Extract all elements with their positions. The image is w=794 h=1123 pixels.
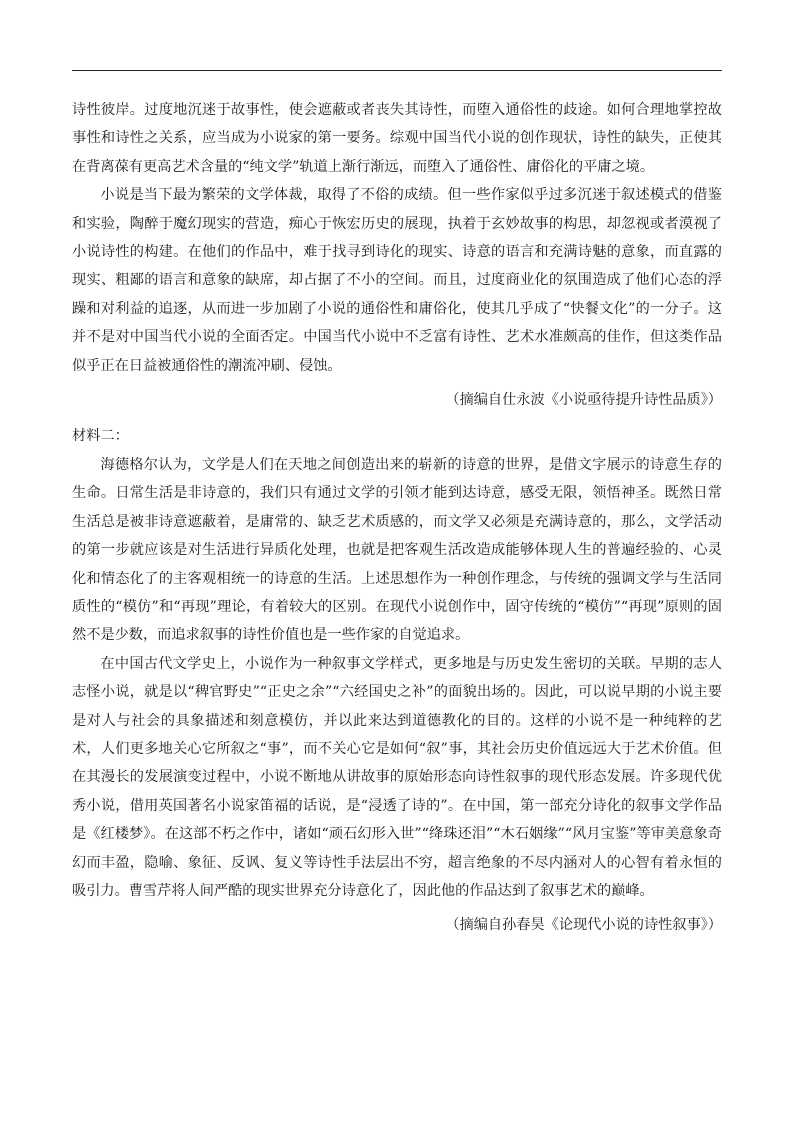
- paragraph-continued: 诗性彼岸。过度地沉迷于故事性，使会遮蔽或者丧失其诗性，而堕入通俗性的歧途。如何合理地掌控故事性和诗性之关系，应当成为小说家的第一要务。综观中国当代小说的创作现状，诗性的缺失，正使其在背离葆有更高艺术含量的“纯文学”轨道上渐行渐远，而堕入了通俗性、庸俗化的平庸之境。: [72, 102, 722, 175]
- source-citation: （摘编自仕永波《小说亟待提升诗性品质》）: [445, 392, 722, 409]
- paragraph: 小说是当下最为繁荣的文学体裁，取得了不俗的成绩。但一些作家似乎过多沉迷于叙述模式的借鉴和实验，陶醉于魔幻现实的营造，痴心于恢宏历史的展现，执着于玄妙故事的构思，却忽视或者漠视了小说诗性的构建。在他们的作品中，难于找寻到诗化的现实、诗意的语言和充满诗魅的意象，而直露的现实、粗鄙的语言和意象的缺席，却占据了不小的空间。而且，过度商业化的氛围造成了他们心态的浮躁和对利益的追逐，从而进一步加剧了小说的通俗性和庸俗化，使其几乎成了“快餐文化”的一分子。这并不是对中国当代小说的全面否定。中国当代小说中不乏富有诗性、艺术水准颇高的佳作，但这类作品似乎正在日益被通俗性的潮流冲刷、侵蚀。: [72, 187, 722, 374]
- paragraph: 在中国古代文学史上，小说作为一种叙事文学样式，更多地是与历史发生密切的关联。早期的志人志怪小说，就是以“稗官野史”“正史之余”“六经国史之补”的面貌出场的。因此，可以说早期的小说主要是对人与社会的具象描述和刻意模仿，并以此来达到道德教化的目的。这样的小说不是一种纯粹的艺术，人们更多地关心它所叙之“事”，而不关心它是如何“叙”事，其社会历史价值远远大于艺术价值。但在其漫长的发展演变过程中，小说不断地从讲故事的原始形态向诗性叙事的现代形态发展。许多现代优秀小说，借用英国著名小说家笛福的话说，是“浸透了诗的”。在中国，第一部充分诗化的叙事文学作品是《红楼梦》。在这部不朽之作中，诸如“顽石幻形入世”“绛珠还泪”“木石姻缘”“风月宝鉴”等审美意象奇幻而丰盈，隐喻、象征、反讽、复义等诗性手法层出不穷，超言绝象的不尽内涵对人的心智有着永恒的吸引力。曹雪芹将人间严酷的现实世界充分诗意化了，因此他的作品达到了叙事艺术的巅峰。: [72, 655, 722, 899]
- document-body: [72, 96, 722, 948]
- source-citation: （摘编自孙春昊《论现代小说的诗性叙事》）: [445, 917, 722, 934]
- header-rule: [72, 70, 722, 71]
- material-label: 材料二：: [72, 428, 129, 445]
- paragraph: 海德格尔认为，文学是人们在天地之间创造出来的崭新的诗意的世界，是借文字展示的诗意生存的生命。日常生活是非诗意的，我们只有通过文学的引领才能到达诗意，感受无限，领悟神圣。既然日常生活总是被非诗意遮蔽着，是庸常的、缺乏艺术质感的，而文学又必须是充满诗意的，那么，文学活动的第一步就应该是对生活进行异质化处理，也就是把客观生活改造成能够体现人生的普遍经验的、心灵化和情态化了的主客观相统一的诗意的生活。上述思想作为一种创作理念，与传统的强调文学与生活同质性的“模仿”和“再现”理论，有着较大的区别。在现代小说创作中，固守传统的“模仿”“再现”原则的固然不是少数，而追求叙事的诗性价值也是一些作家的自觉追求。: [72, 456, 722, 644]
